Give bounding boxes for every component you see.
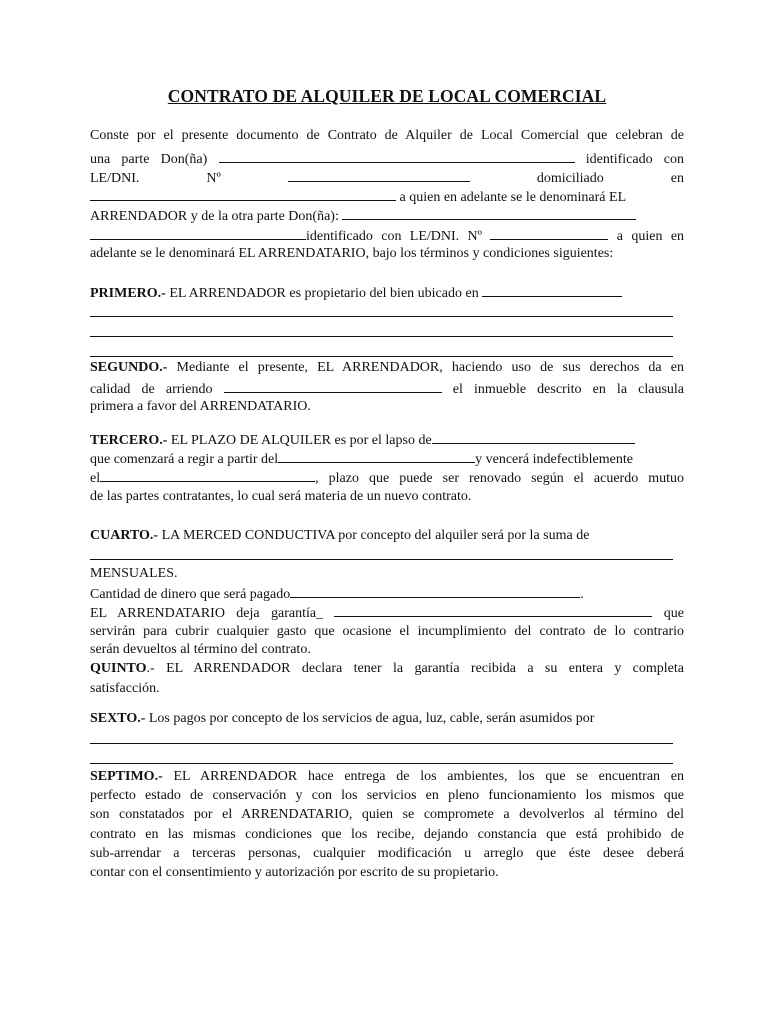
- clause-text: EL ARRENDADOR hace entrega de los ambientes, los que se encuentran en: [173, 769, 684, 784]
- intro-text: una parte Don(ña): [90, 152, 208, 167]
- septimo-line-5: sub-arrendar a terceras personas, cualquier modificación u arreglo que éste desee deberá: [90, 846, 684, 861]
- clause-text: Mediante el presente, EL ARRENDADOR, haciendo uso de sus derechos da en: [176, 360, 684, 375]
- intro-text: Nº: [206, 171, 221, 186]
- segundo-line-3: primera a favor del ARRENDATARIO.: [90, 399, 311, 414]
- clause-text: Los pagos por concepto de los servicios de agua, luz, cable, serán asumidos por: [145, 711, 595, 726]
- clause-text: el inmueble descrito en la clausula: [452, 382, 684, 397]
- clause-text: EL ARRENDADOR es propietario del bien ubicado en: [165, 286, 483, 301]
- blank-garantia[interactable]: [334, 603, 652, 617]
- clause-text: y vencerá indefectiblemente: [475, 452, 633, 467]
- document-title: CONTRATO DE ALQUILER DE LOCAL COMERCIAL: [167, 86, 607, 106]
- clause-label: TERCERO.-: [90, 433, 168, 448]
- clause-primero: [90, 283, 684, 302]
- clause-label: PRIMERO.-: [90, 286, 166, 301]
- intro-text: identificado con LE/DNI. Nº: [306, 229, 483, 244]
- blank-lapso[interactable]: [432, 430, 635, 444]
- clause-segundo: [90, 359, 684, 378]
- intro-line-1: Conste por el presente documento de Contrato de Alquiler de Local Comercial que celebran de: [90, 128, 684, 143]
- intro-line-7: adelante se le denominará EL ARRENDATARIO, bajo los términos y condiciones siguientes:: [90, 246, 614, 261]
- blank-arriendo[interactable]: [224, 379, 442, 393]
- blank-arrendatario-name[interactable]: [342, 206, 636, 220]
- clause-text: que comenzará a regir a partir del: [90, 452, 279, 467]
- clause-text: Cantidad de dinero que será pagado: [90, 587, 291, 602]
- cuarto-line-5: servirán para cubrir cualquier gasto que ocasione el incumplimiento del contrato de lo contrario: [90, 624, 684, 639]
- clause-label: SEPTIMO.-: [90, 769, 163, 784]
- blank-line[interactable]: [90, 336, 673, 337]
- intro-line-6: [90, 226, 684, 245]
- clause-text: .- EL ARRENDADOR declara tener la garantía recibida a su entera y completa: [146, 661, 684, 676]
- intro-line-5: [90, 206, 684, 225]
- clause-text: EL PLAZO DE ALQUILER es por el lapso de: [167, 433, 432, 448]
- clause-cuarto: [90, 527, 684, 546]
- intro-text: domiciliado: [536, 171, 604, 186]
- blank-fecha-fin[interactable]: [100, 468, 315, 482]
- blank-monto[interactable]: [90, 559, 673, 560]
- blank-forma-pago[interactable]: [290, 584, 580, 598]
- clause-text: .: [580, 587, 584, 602]
- clause-text: , plazo: [315, 471, 359, 486]
- intro-text: en: [670, 171, 684, 186]
- cuarto-line-2: MENSUALES.: [90, 566, 178, 581]
- intro-text: a quien en adelante se le denominará EL: [399, 190, 627, 205]
- clause-text: el: [90, 471, 101, 486]
- blank-arrendador-dni[interactable]: [288, 168, 470, 182]
- cuarto-line-6: serán devueltos al término del contrato.: [90, 642, 311, 657]
- intro-line-4: [90, 187, 684, 206]
- intro-text: a quien en: [616, 229, 684, 244]
- intro-line-3: [90, 168, 684, 187]
- septimo-line-6: contar con el consentimiento y autorización por escrito de su propietario.: [90, 865, 499, 880]
- clause-label: QUINTO: [90, 661, 147, 676]
- cuarto-line-4: [90, 603, 684, 622]
- intro-text: ARRENDADOR y de la otra parte Don(ña):: [90, 209, 339, 224]
- clause-label: CUARTO.-: [90, 528, 159, 543]
- septimo-line-3: son constatados por el ARRENDATARIO, quien se compromete a devolverlos al término del: [90, 807, 684, 822]
- tercero-line-4: de las partes contratantes, lo cual será materia de un nuevo contrato.: [90, 489, 472, 504]
- blank-arrendador-name[interactable]: [219, 149, 575, 163]
- quinto-line-2: satisfacción.: [90, 681, 160, 696]
- blank-line[interactable]: [90, 743, 673, 744]
- blank-line[interactable]: [90, 316, 673, 317]
- clause-tercero: [90, 430, 684, 449]
- intro-text: LE/DNI.: [90, 171, 140, 186]
- blank-arrendatario-dni[interactable]: [490, 226, 608, 240]
- clause-text: que puede ser renovado según el acuerdo mutuo: [368, 471, 684, 486]
- blank-line[interactable]: [90, 763, 673, 764]
- tercero-line-2: [90, 449, 684, 468]
- segundo-line-2: [90, 379, 684, 398]
- intro-line-2: [90, 149, 684, 168]
- intro-text: identificado con: [585, 152, 684, 167]
- blank-arrendador-domicilio[interactable]: [90, 187, 396, 201]
- clause-text: LA MERCED CONDUCTIVA por concepto del alquiler será por la suma de: [158, 528, 590, 543]
- septimo-line-4: contrato en las mismas condiciones que los recibe, dejando constancia que está prohibido de: [90, 827, 684, 842]
- clause-label: SEXTO.-: [90, 711, 146, 726]
- clause-text: que: [663, 606, 684, 621]
- blank-fecha-inicio[interactable]: [278, 449, 475, 463]
- cuarto-line-3: [90, 584, 684, 603]
- clause-quinto: [90, 660, 684, 679]
- blank-ubicacion[interactable]: [482, 283, 622, 297]
- clause-text: calidad de arriendo: [90, 382, 213, 397]
- clause-text: EL ARRENDATARIO deja garantía_: [90, 606, 324, 621]
- blank-arrendatario-name-cont[interactable]: [90, 226, 306, 240]
- septimo-line-2: perfecto estado de conservación y con los servicios en pleno funcionamiento los mismos que: [90, 788, 684, 803]
- blank-line[interactable]: [90, 356, 673, 357]
- tercero-line-3: [90, 468, 684, 487]
- clause-sexto: [90, 710, 684, 729]
- clause-label: SEGUNDO.-: [90, 360, 168, 375]
- clause-septimo: [90, 768, 684, 787]
